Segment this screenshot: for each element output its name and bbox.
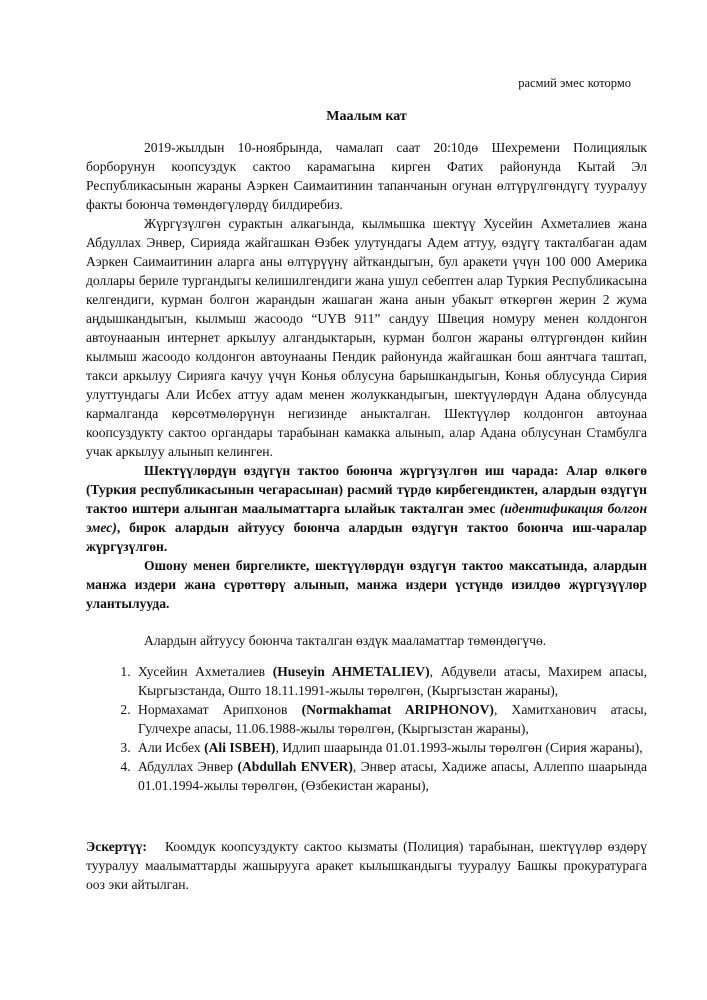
person-latin-name: (Abdullah ENVER): [237, 759, 353, 774]
paragraph-identification: [86, 461, 647, 556]
footnote-text: Коомдук коопсуздукту сактоо кызматы (Полиция) тарабынан, шектүүлөр өздөрү тууралуу маалыматтарды жашырууга аракет кылышкандыгы тууралуу Башкы прокуратурага ооз эки айтылган.: [86, 839, 647, 892]
footnote: [86, 837, 647, 894]
person-latin-name: (Huseyin AHMETALIEV): [272, 664, 430, 679]
footnote-label: Эскертүү:: [86, 839, 147, 854]
person-name: Хусейин Ахметалиев: [138, 664, 273, 679]
list-item: [134, 700, 647, 738]
paragraph-identification-italic: (идентификация болгон эмес): [86, 501, 648, 535]
person-details: , Идлип шаарында 01.01.1993-жылы төрөлгөн (Сирия жараны),: [275, 740, 643, 755]
paragraph-personal-data-intro: Алардын айтуусу боюнча такталган өздүк мааламаттар төмөндөгүчө.: [144, 633, 547, 648]
person-name: Нормахамат Арипхонов: [138, 702, 302, 717]
person-name: Али Исбех: [138, 740, 205, 755]
person-details: , Энвер атасы, Хадиже апасы, Аллеппо шаарында 01.01.1994-жылы төрөлгөн, (Өзбекистан жараны),: [138, 759, 647, 793]
person-latin-name: (Ali ISBEH): [204, 740, 276, 755]
paragraph-incident: 2019-жылдын 10-ноябрында, чамалап саат 20:10дө Шехремени Полициялык борборунун коопсуздук сактоо карамагына кирген Фатих районунда Кытай Эл Республикасынын жараны Аэркен Саимаитинин тапанчанын огунан өлтүрүлгөндүгү тууралуу факты боюнча төмөндөгүлөрдү билдиребиз.: [86, 140, 647, 212]
person-latin-name: (Normakhamat ARIPHONOV): [301, 702, 494, 717]
person-name: Абдуллах Энвер: [138, 759, 238, 774]
unofficial-translation-note: расмий эмес котормо: [518, 76, 631, 90]
paragraph-identification-end: , бирок алардын айтуусу боюнча алардын өздүгүн тактоо боюнча иш-чаралар жүргүзүлгөн.: [86, 520, 647, 554]
paragraph-interrogation: Жүргүзүлгөн сурактын алкагында, кылмышка шектүү Хусейин Ахметалиев жана Абдуллах Энвер, Сирияда жайгашкан Өзбек улутундагы Адем аттуу, өздүгү такталбаган адам Аэркен Саимаитинин аларга аны өлтүрүүнү айткандыгын, бул аракети үчүн 100 000 Америка доллары бериле тургандыгы келишилгендиги жана ушул себептен алар Туркия Республикасына келгендиги, курман болгон жарандын жашаган жана анын убакыт өткөргөн жерин 2 жума аңдышкандыгын, кылмыш жасоодо “UYB 911” сандуу Швеция номуру менен колдонгон автоунаанын интернет аркылуу алгандыктарын, курман болгон жараны өлтүргөндөн кийин кылмыш жасоодо колдонгон автоунааны Пендик районунда жайгашкан бош аянтчага таштап, такси аркылуу Сирияга качуу үчүн Конья облусуна барышкандыгын, Конья облусунда Сирия улуттундагы Али Исбех аттуу адам менен жолуккандыгын, шектүүлөрдүн Адана облусунда кармалганда көрсөтмөлөрүнүн негизинде аныкталган. Шектүүлөр колдонгон автоунаа коопсуздукту сактоо органдары тарабынан камакка алынып, алар Адана облусунан Стамбулга учак аркылуу алынып келинген.: [86, 216, 647, 459]
page-title: Маалым кат: [326, 109, 407, 124]
list-item: [134, 738, 647, 757]
suspects-list: [86, 662, 647, 795]
list-item: [134, 757, 647, 795]
paragraph-fingerprints: Ошону менен биргеликте, шектүүлөрдүн өздүгүн тактоо максатында, алардын манжа издери жана сүрөттөрү алынып, манжа издери үстүндө изилдөө жүргүзүүлөр улантылууда.: [86, 558, 647, 611]
person-details: , Хамитханович атасы, Гулчехре апасы, 11.06.1988-жылы төрөлгөн, (Кыргызстан жараны),: [138, 702, 647, 736]
list-item: [134, 662, 647, 700]
person-details: , Абдувели атасы, Махирем апасы, Кыргызстанда, Ошто 18.11.1991-жылы төрөлгөн, (Кыргызстан жараны),: [138, 664, 647, 698]
paragraph-identification-text: Шектүүлөрдүн өздүгүн тактоо боюнча жүргүзүлгөн иш чарада: Алар өлкөгө (Туркия республикасынын чегарасынан) расмий түрдө кирбегендиктен, алардын өздүгүн тактоо иштери алынган маалыматтарга ылайык такталган эмес: [86, 463, 647, 516]
